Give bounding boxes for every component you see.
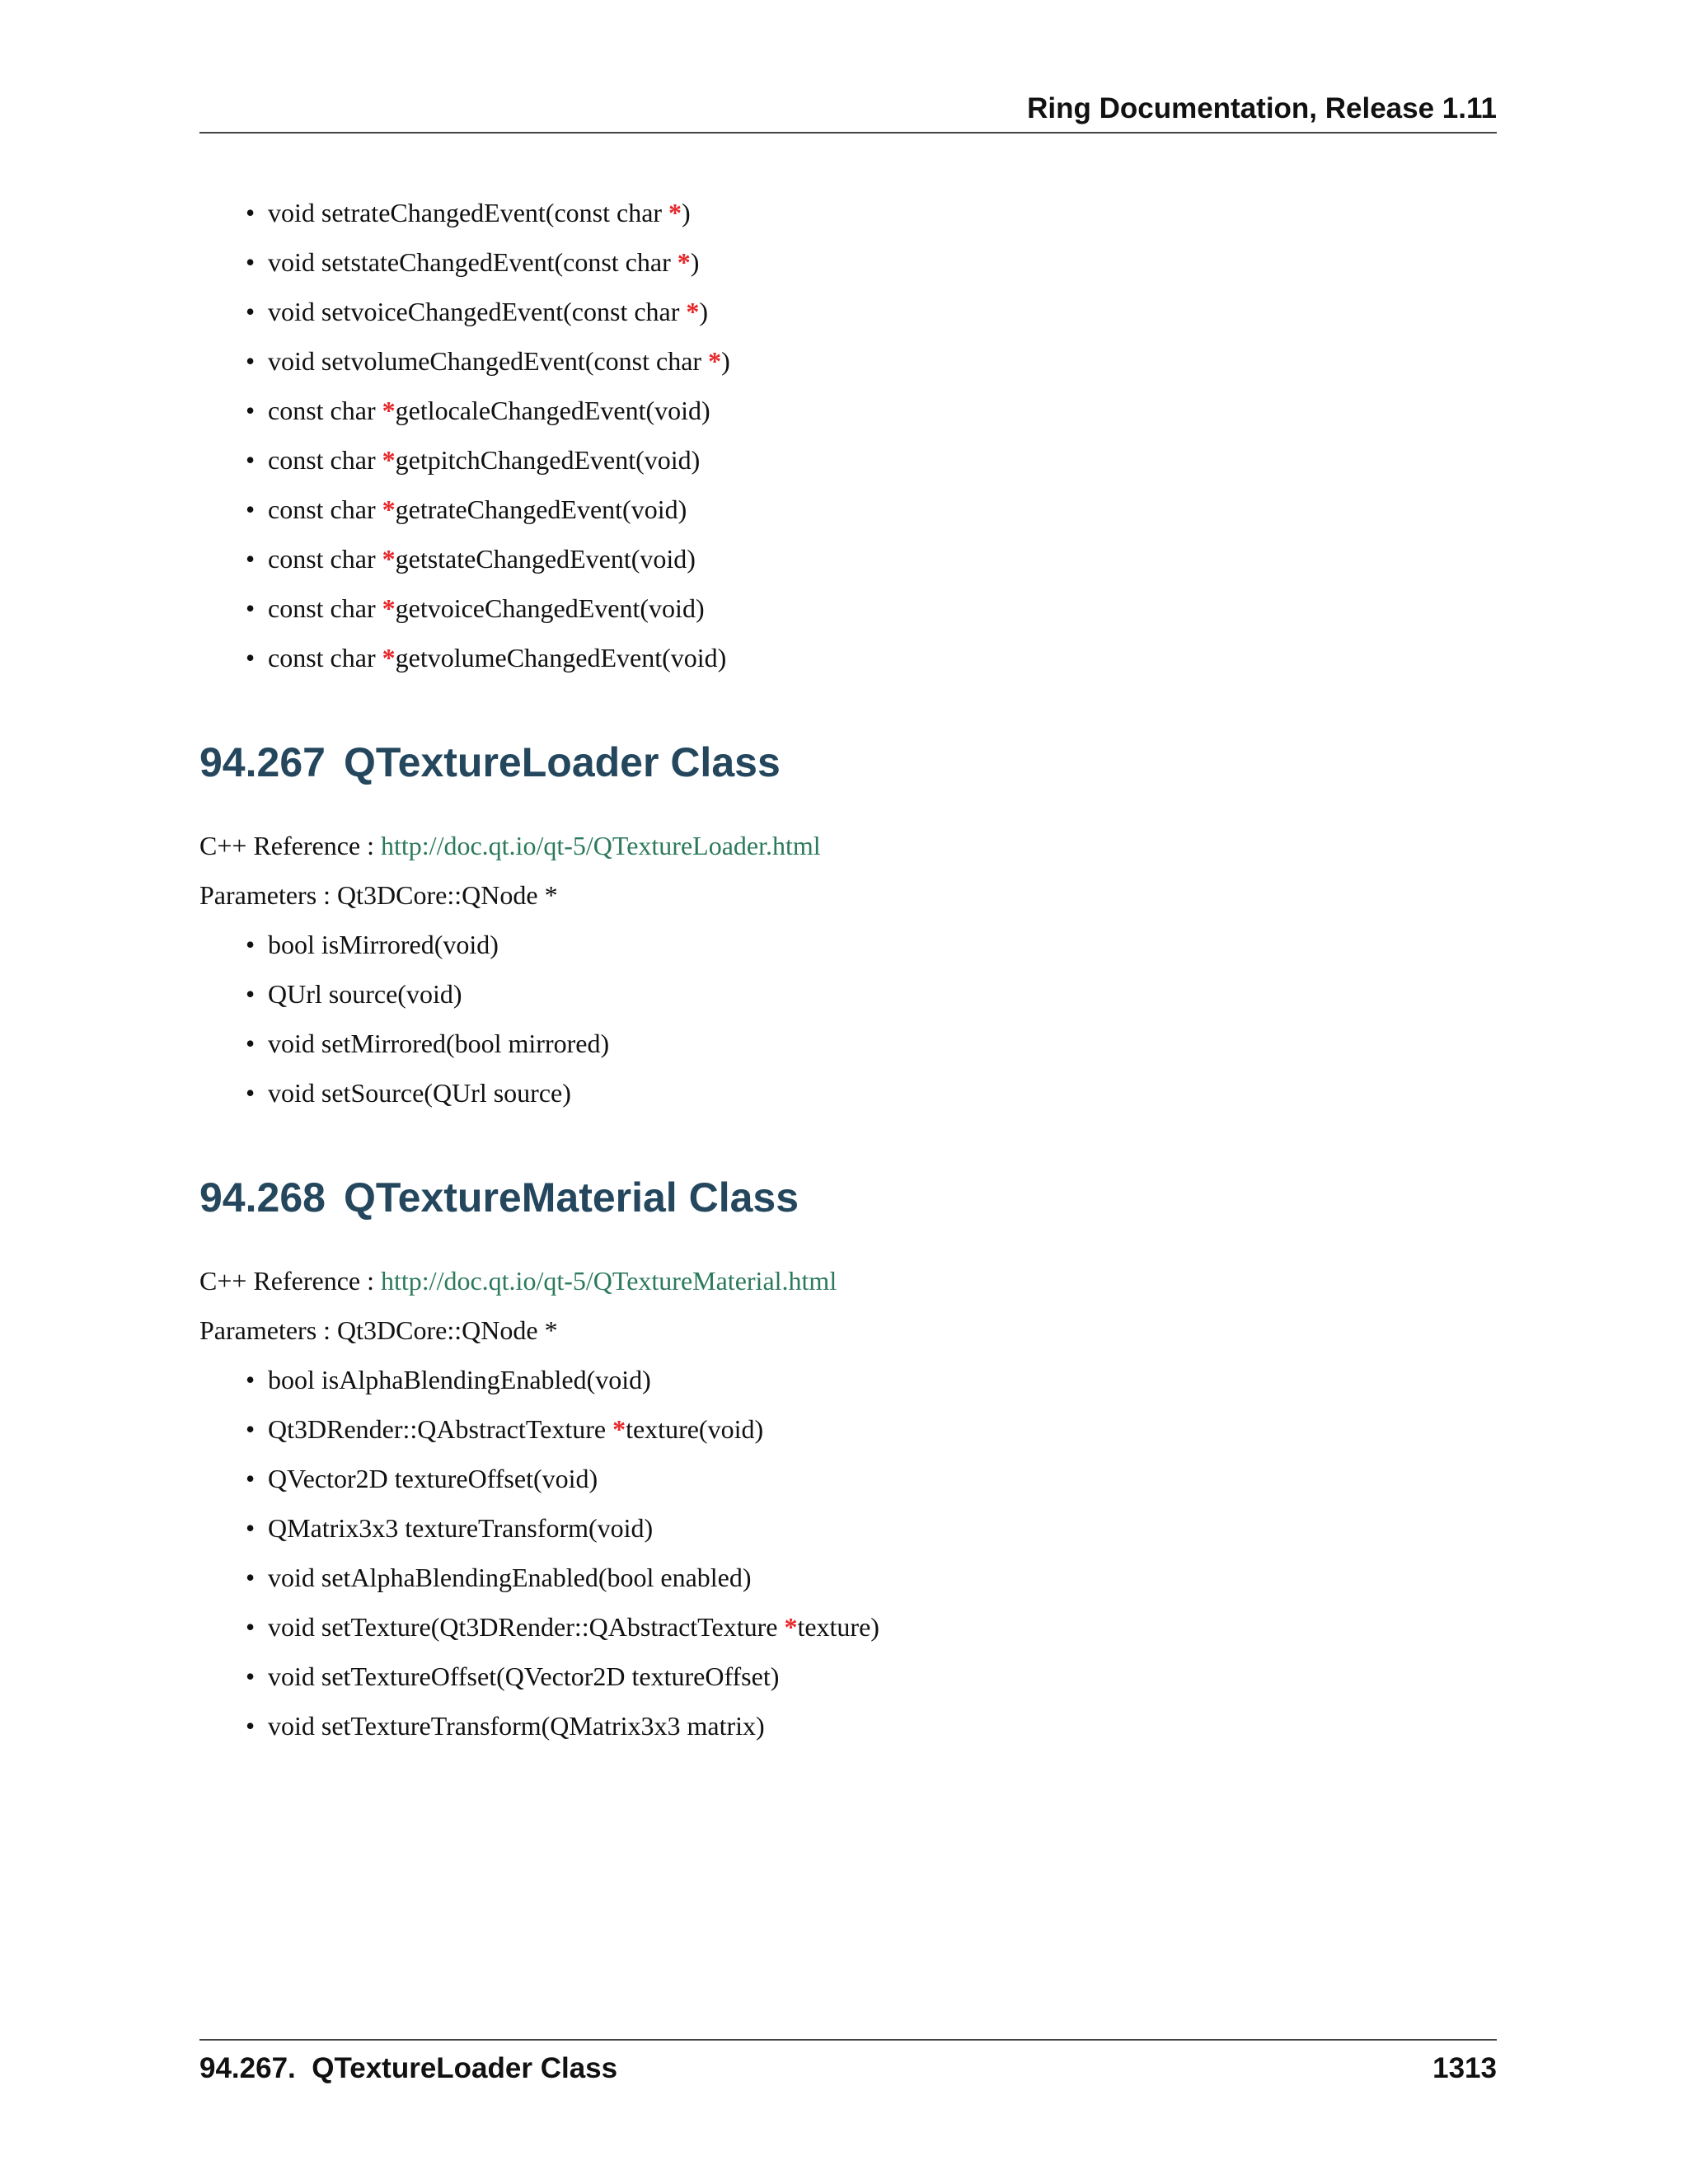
qtexturematerial-method-list [246,1363,879,1759]
bullet-icon: • [246,1513,256,1543]
pointer-asterisk: * [382,396,396,425]
item-text: const char [268,396,382,425]
item-text: void setAlphaBlendingEnabled(bool enabled) [268,1563,752,1592]
list-item [246,295,730,344]
bullet-icon: • [246,1711,256,1741]
bullet-icon: • [246,1078,256,1108]
item-text: const char [268,593,382,623]
top-method-list [246,196,730,691]
list-item [246,1363,879,1413]
list-item [246,977,609,1027]
item-text-suffix: ) [699,297,709,326]
item-text: bool isMirrored(void) [268,930,499,959]
page-header [199,92,1497,134]
item-text: void setSource(QUrl source) [268,1078,571,1108]
item-text: const char [268,445,382,475]
bullet-icon: • [246,1464,256,1493]
item-text: void setTextureTransform(QMatrix3x3 matrix) [268,1711,765,1741]
item-text: QUrl source(void) [268,979,462,1009]
pointer-asterisk: * [784,1612,798,1642]
bullet-icon: • [246,643,256,673]
item-text: const char [268,643,382,673]
reference-label: C++ Reference : [199,1266,381,1296]
section-number: 94.268 [199,1174,326,1221]
bullet-icon: • [246,1563,256,1592]
item-text: void setstateChangedEvent(const char [268,247,678,277]
list-item [246,344,730,394]
item-text-suffix: texture(void) [626,1414,764,1444]
item-text-suffix: getlocaleChangedEvent(void) [395,396,710,425]
item-text: void setvoiceChangedEvent(const char [268,297,687,326]
list-item [246,641,730,691]
bullet-icon: • [246,396,256,425]
bullet-icon: • [246,1612,256,1642]
pointer-asterisk: * [382,643,396,673]
list-item [246,394,730,443]
reference-label: C++ Reference : [199,831,381,860]
pointer-asterisk: * [612,1414,626,1444]
list-item [246,1076,609,1126]
item-text-suffix: getpitchChangedEvent(void) [395,445,701,475]
item-text-suffix: getvolumeChangedEvent(void) [395,643,727,673]
pointer-asterisk: * [382,544,396,574]
bullet-icon: • [246,198,256,227]
bullet-icon: • [246,593,256,623]
list-item [246,493,730,542]
pointer-asterisk: * [382,494,396,524]
item-text: void setTexture(Qt3DRender::QAbstractTexture [268,1612,785,1642]
item-text-suffix: ) [690,247,700,277]
bullet-icon: • [246,247,256,277]
item-text-suffix: ) [721,346,730,376]
list-item [246,1660,879,1709]
list-item [246,1709,879,1759]
list-item [246,1027,609,1076]
pointer-asterisk: * [677,247,691,277]
bullet-icon: • [246,445,256,475]
bullet-icon: • [246,1029,256,1058]
page-number: 1313 [1432,2052,1497,2084]
section-title: QTextureMaterial Class [343,1174,799,1221]
item-text: void setvolumeChangedEvent(const char [268,346,709,376]
list-item [246,1561,879,1610]
parameters-line: Parameters : Qt3DCore::QNode * [199,880,558,910]
list-item [246,1511,879,1561]
bullet-icon: • [246,346,256,376]
section-title: QTextureLoader Class [343,739,781,785]
list-item [246,592,730,641]
section-heading-qtextureloader [199,738,781,787]
item-text: QMatrix3x3 textureTransform(void) [268,1513,654,1543]
item-text: Qt3DRender::QAbstractTexture [268,1414,613,1444]
item-text: bool isAlphaBlendingEnabled(void) [268,1365,651,1394]
document-title: Ring Documentation, Release 1.11 [1027,92,1497,124]
parameters-line: Parameters : Qt3DCore::QNode * [199,1315,558,1345]
pointer-asterisk: * [668,198,682,227]
item-text: void setTextureOffset(QVector2D textureOffset) [268,1661,780,1691]
footer-section: 94.267. QTextureLoader Class [199,2052,618,2084]
cpp-reference [199,829,821,862]
item-text-suffix: getstateChangedEvent(void) [395,544,696,574]
list-item [246,196,730,246]
item-text-suffix: getvoiceChangedEvent(void) [395,593,705,623]
pointer-asterisk: * [708,346,722,376]
item-text-suffix: getrateChangedEvent(void) [395,494,687,524]
bullet-icon: • [246,1414,256,1444]
list-item [246,928,609,977]
pointer-asterisk: * [686,297,700,326]
item-text-suffix: texture) [797,1612,879,1642]
qtextureloader-method-list [246,928,609,1126]
bullet-icon: • [246,494,256,524]
item-text: const char [268,494,382,524]
list-item [246,1610,879,1660]
pointer-asterisk: * [382,593,396,623]
bullet-icon: • [246,544,256,574]
item-text-suffix: ) [682,198,691,227]
item-text: void setrateChangedEvent(const char [268,198,669,227]
bullet-icon: • [246,297,256,326]
list-item [246,1462,879,1511]
list-item [246,542,730,592]
list-item [246,1413,879,1462]
reference-link[interactable]: http://doc.qt.io/qt-5/QTextureLoader.html [381,831,821,860]
item-text: const char [268,544,382,574]
section-heading-qtexturematerial [199,1173,799,1222]
pointer-asterisk: * [382,445,396,475]
bullet-icon: • [246,979,256,1009]
bullet-icon: • [246,1661,256,1691]
item-text: void setMirrored(bool mirrored) [268,1029,610,1058]
page-footer [199,2039,1497,2090]
bullet-icon: • [246,1365,256,1394]
cpp-reference [199,1264,837,1297]
item-text: QVector2D textureOffset(void) [268,1464,598,1493]
section-number: 94.267 [199,739,326,785]
list-item [246,246,730,295]
bullet-icon: • [246,930,256,959]
reference-link[interactable]: http://doc.qt.io/qt-5/QTextureMaterial.html [381,1266,837,1296]
list-item [246,443,730,493]
